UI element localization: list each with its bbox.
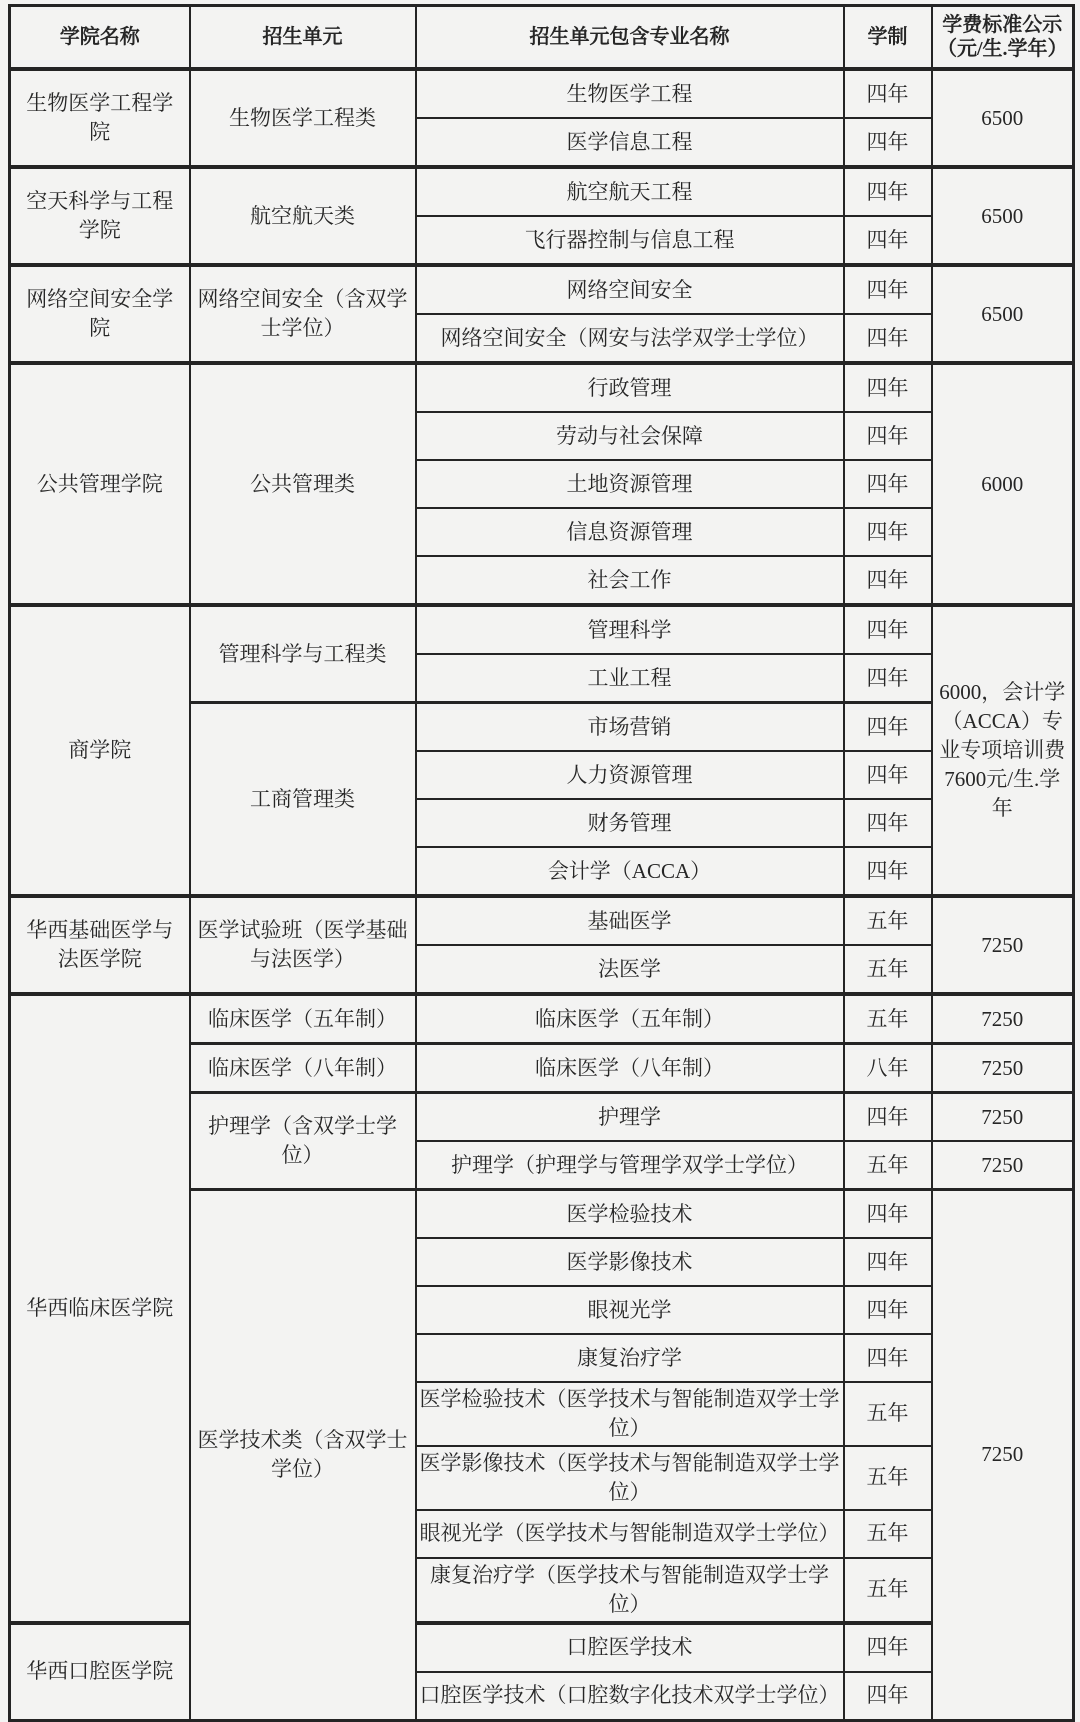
table-row	[10, 69, 1074, 118]
major-name-cell: 医学影像技术	[416, 1238, 844, 1286]
duration-cell: 四年	[844, 556, 932, 605]
college-name-cell: 商学院	[10, 605, 190, 896]
college-name-cell: 华西口腔医学院	[10, 1623, 190, 1721]
tuition-cell: 7250	[932, 896, 1074, 994]
major-name-cell: 土地资源管理	[416, 460, 844, 508]
major-name-cell: 行政管理	[416, 363, 844, 412]
duration-cell: 四年	[844, 314, 932, 363]
college-name-cell: 网络空间安全学院	[10, 265, 190, 363]
college-name-cell: 华西基础医学与法医学院	[10, 896, 190, 994]
duration-cell: 四年	[844, 1238, 932, 1286]
tuition-cell: 7250	[932, 1190, 1074, 1721]
major-name-cell: 口腔医学技术（口腔数字化技术双学士学位）	[416, 1672, 844, 1721]
major-name-cell: 护理学	[416, 1093, 844, 1142]
major-name-cell: 法医学	[416, 945, 844, 994]
duration-cell: 四年	[844, 1334, 932, 1382]
major-name-cell: 康复治疗学	[416, 1334, 844, 1382]
duration-cell: 四年	[844, 1190, 932, 1239]
major-name-cell: 网络空间安全（网安与法学双学士学位）	[416, 314, 844, 363]
enrollment-unit-cell: 网络空间安全（含双学士学位）	[190, 265, 416, 363]
duration-cell: 四年	[844, 265, 932, 314]
duration-cell: 四年	[844, 363, 932, 412]
major-name-cell: 口腔医学技术	[416, 1623, 844, 1672]
tuition-cell: 7250	[932, 1141, 1074, 1190]
major-name-cell: 医学检验技术（医学技术与智能制造双学士学位）	[416, 1382, 844, 1446]
table-row	[10, 265, 1074, 314]
tuition-cell: 7250	[932, 1093, 1074, 1142]
major-name-cell: 会计学（ACCA）	[416, 847, 844, 896]
duration-cell: 四年	[844, 799, 932, 847]
duration-cell: 四年	[844, 1286, 932, 1334]
table-row	[10, 896, 1074, 945]
major-name-cell: 生物医学工程	[416, 69, 844, 118]
duration-cell: 四年	[844, 654, 932, 703]
duration-cell: 四年	[844, 847, 932, 896]
table-row	[10, 363, 1074, 412]
duration-cell: 五年	[844, 1510, 932, 1558]
enrollment-unit-cell: 管理科学与工程类	[190, 605, 416, 703]
duration-cell: 五年	[844, 1558, 932, 1623]
tuition-cell: 7250	[932, 1044, 1074, 1093]
tuition-cell: 6000，会计学（ACCA）专业专项培训费7600元/生.学年	[932, 605, 1074, 896]
major-name-cell: 信息资源管理	[416, 508, 844, 556]
table-body	[10, 69, 1074, 1720]
tuition-cell: 6000	[932, 363, 1074, 605]
tuition-cell: 6500	[932, 69, 1074, 167]
header-tuition-standard: 学费标准公示（元/生.学年）	[932, 6, 1074, 70]
major-name-cell: 网络空间安全	[416, 265, 844, 314]
enrollment-unit-cell: 医学试验班（医学基础与法医学）	[190, 896, 416, 994]
table-row	[10, 167, 1074, 216]
duration-cell: 五年	[844, 945, 932, 994]
tuition-table	[8, 4, 1075, 1722]
duration-cell: 四年	[844, 1093, 932, 1142]
header-duration: 学制	[844, 6, 932, 70]
duration-cell: 四年	[844, 703, 932, 752]
college-name-cell: 华西临床医学院	[10, 994, 190, 1623]
enrollment-unit-cell: 临床医学（八年制）	[190, 1044, 416, 1093]
duration-cell: 四年	[844, 460, 932, 508]
duration-cell: 四年	[844, 69, 932, 118]
table-row	[10, 1623, 1074, 1672]
major-name-cell: 社会工作	[416, 556, 844, 605]
major-name-cell: 基础医学	[416, 896, 844, 945]
duration-cell: 五年	[844, 1141, 932, 1190]
major-name-cell: 劳动与社会保障	[416, 412, 844, 460]
major-name-cell: 人力资源管理	[416, 751, 844, 799]
major-name-cell: 市场营销	[416, 703, 844, 752]
major-name-cell: 医学信息工程	[416, 118, 844, 167]
duration-cell: 四年	[844, 605, 932, 654]
tuition-cell: 7250	[932, 994, 1074, 1044]
duration-cell: 四年	[844, 508, 932, 556]
header-enrollment-unit: 招生单元	[190, 6, 416, 70]
enrollment-unit-cell: 护理学（含双学士学位）	[190, 1093, 416, 1190]
major-name-cell: 管理科学	[416, 605, 844, 654]
major-name-cell: 护理学（护理学与管理学双学士学位）	[416, 1141, 844, 1190]
duration-cell: 四年	[844, 167, 932, 216]
major-name-cell: 康复治疗学（医学技术与智能制造双学士学位）	[416, 1558, 844, 1623]
duration-cell: 五年	[844, 1382, 932, 1446]
tuition-cell: 6500	[932, 167, 1074, 265]
table-row	[10, 605, 1074, 654]
header-row	[10, 6, 1074, 70]
duration-cell: 八年	[844, 1044, 932, 1093]
tuition-cell: 6500	[932, 265, 1074, 363]
major-name-cell: 医学检验技术	[416, 1190, 844, 1239]
major-name-cell: 工业工程	[416, 654, 844, 703]
duration-cell: 五年	[844, 994, 932, 1044]
major-name-cell: 航空航天工程	[416, 167, 844, 216]
duration-cell: 四年	[844, 1672, 932, 1721]
major-name-cell: 临床医学（八年制）	[416, 1044, 844, 1093]
major-name-cell: 医学影像技术（医学技术与智能制造双学士学位）	[416, 1446, 844, 1510]
duration-cell: 五年	[844, 896, 932, 945]
duration-cell: 四年	[844, 412, 932, 460]
major-name-cell: 眼视光学（医学技术与智能制造双学士学位）	[416, 1510, 844, 1558]
header-college-name: 学院名称	[10, 6, 190, 70]
college-name-cell: 公共管理学院	[10, 363, 190, 605]
duration-cell: 四年	[844, 118, 932, 167]
duration-cell: 四年	[844, 751, 932, 799]
major-name-cell: 临床医学（五年制）	[416, 994, 844, 1044]
table-header	[10, 6, 1074, 70]
duration-cell: 四年	[844, 216, 932, 265]
enrollment-unit-cell: 医学技术类（含双学士学位）	[190, 1190, 416, 1721]
college-name-cell: 生物医学工程学院	[10, 69, 190, 167]
enrollment-unit-cell: 工商管理类	[190, 703, 416, 897]
major-name-cell: 财务管理	[416, 799, 844, 847]
enrollment-unit-cell: 临床医学（五年制）	[190, 994, 416, 1044]
major-name-cell: 飞行器控制与信息工程	[416, 216, 844, 265]
enrollment-unit-cell: 航空航天类	[190, 167, 416, 265]
college-name-cell: 空天科学与工程学院	[10, 167, 190, 265]
enrollment-unit-cell: 生物医学工程类	[190, 69, 416, 167]
duration-cell: 五年	[844, 1446, 932, 1510]
table-row	[10, 994, 1074, 1044]
major-name-cell: 眼视光学	[416, 1286, 844, 1334]
enrollment-unit-cell: 公共管理类	[190, 363, 416, 605]
duration-cell: 四年	[844, 1623, 932, 1672]
header-major-names: 招生单元包含专业名称	[416, 6, 844, 70]
